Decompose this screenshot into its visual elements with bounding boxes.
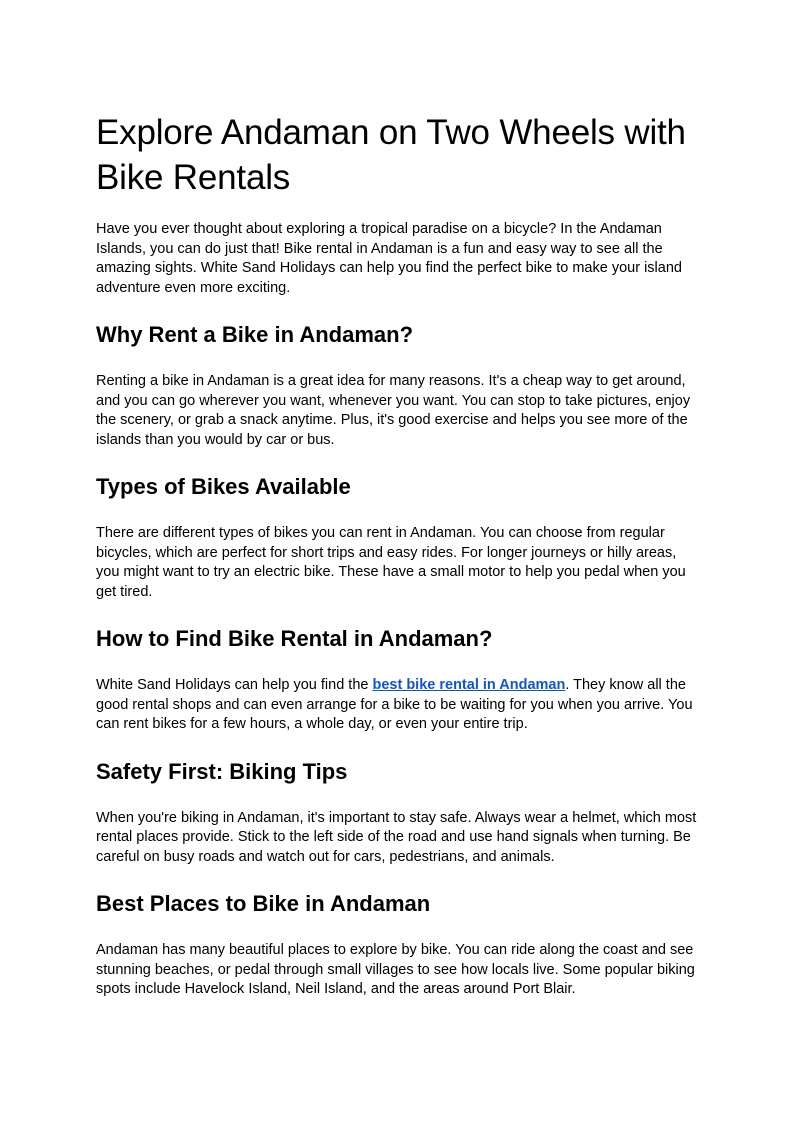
best-bike-rental-link[interactable]: best bike rental in Andaman xyxy=(372,677,566,693)
heading-safety-tips: Safety First: Biking Tips xyxy=(96,758,348,784)
heading-bike-types: Types of Bikes Available xyxy=(96,474,351,499)
heading-best-places: Best Places to Bike in Andaman xyxy=(96,891,431,916)
paragraph-safety-tips: When you're biking in Andaman, it's important to stay safe. Always wear a helmet, which most rental places provide. Stick to the left side of the road and use hand signals when turning. Be careful on busy roads and watch out for cars, pedestrians, and animals. xyxy=(96,809,697,865)
paragraph-bike-types: There are different types of bikes you can rent in Andaman. You can choose from regular bicycles, which are perfect for short trips and easy rides. For longer journeys or hilly areas, you might want to try an electric bike. These have a small motor to help you pedal when you get tired. xyxy=(96,525,686,600)
heading-find-rental: How to Find Bike Rental in Andaman? xyxy=(96,626,493,651)
heading-why-rent: Why Rent a Bike in Andaman? xyxy=(96,322,414,347)
document-page xyxy=(96,110,701,1000)
paragraph-why-rent: Renting a bike in Andaman is a great idea for many reasons. It's a cheap way to get around, and you can go wherever you want, whenever you want. You can stop to take pictures, enjoy the scenery, or grab a snack anytime. Plus, it's good exercise and helps you see more of the islands than you would by car or bus. xyxy=(96,373,691,448)
paragraph-best-places: Andaman has many beautiful places to explore by bike. You can ride along the coast and see stunning beaches, or pedal through small villages to see how locals live. Some popular biking spots include Havelock Island, Neil Island, and the areas around Port Blair. xyxy=(96,942,695,997)
find-rental-text-before: White Sand Holidays can help you find the xyxy=(96,677,373,693)
paragraph-find-rental xyxy=(96,676,701,735)
intro-paragraph: Have you ever thought about exploring a tropical paradise on a bicycle? In the Andaman Islands, you can do just that! Bike rental in Andaman is a fun and easy way to see all the amazing sights. White Sand Holidays can help you find the perfect bike to make your island adventure even more exciting. xyxy=(96,221,682,296)
find-rental-text-after: . They know all the good rental shops and can even arrange for a bike to be waiting for you when you arrive. You can rent bikes for a few hours, a whole day, or even your entire trip. xyxy=(96,677,693,732)
page-title: Explore Andaman on Two Wheels with Bike Rentals xyxy=(96,113,686,197)
